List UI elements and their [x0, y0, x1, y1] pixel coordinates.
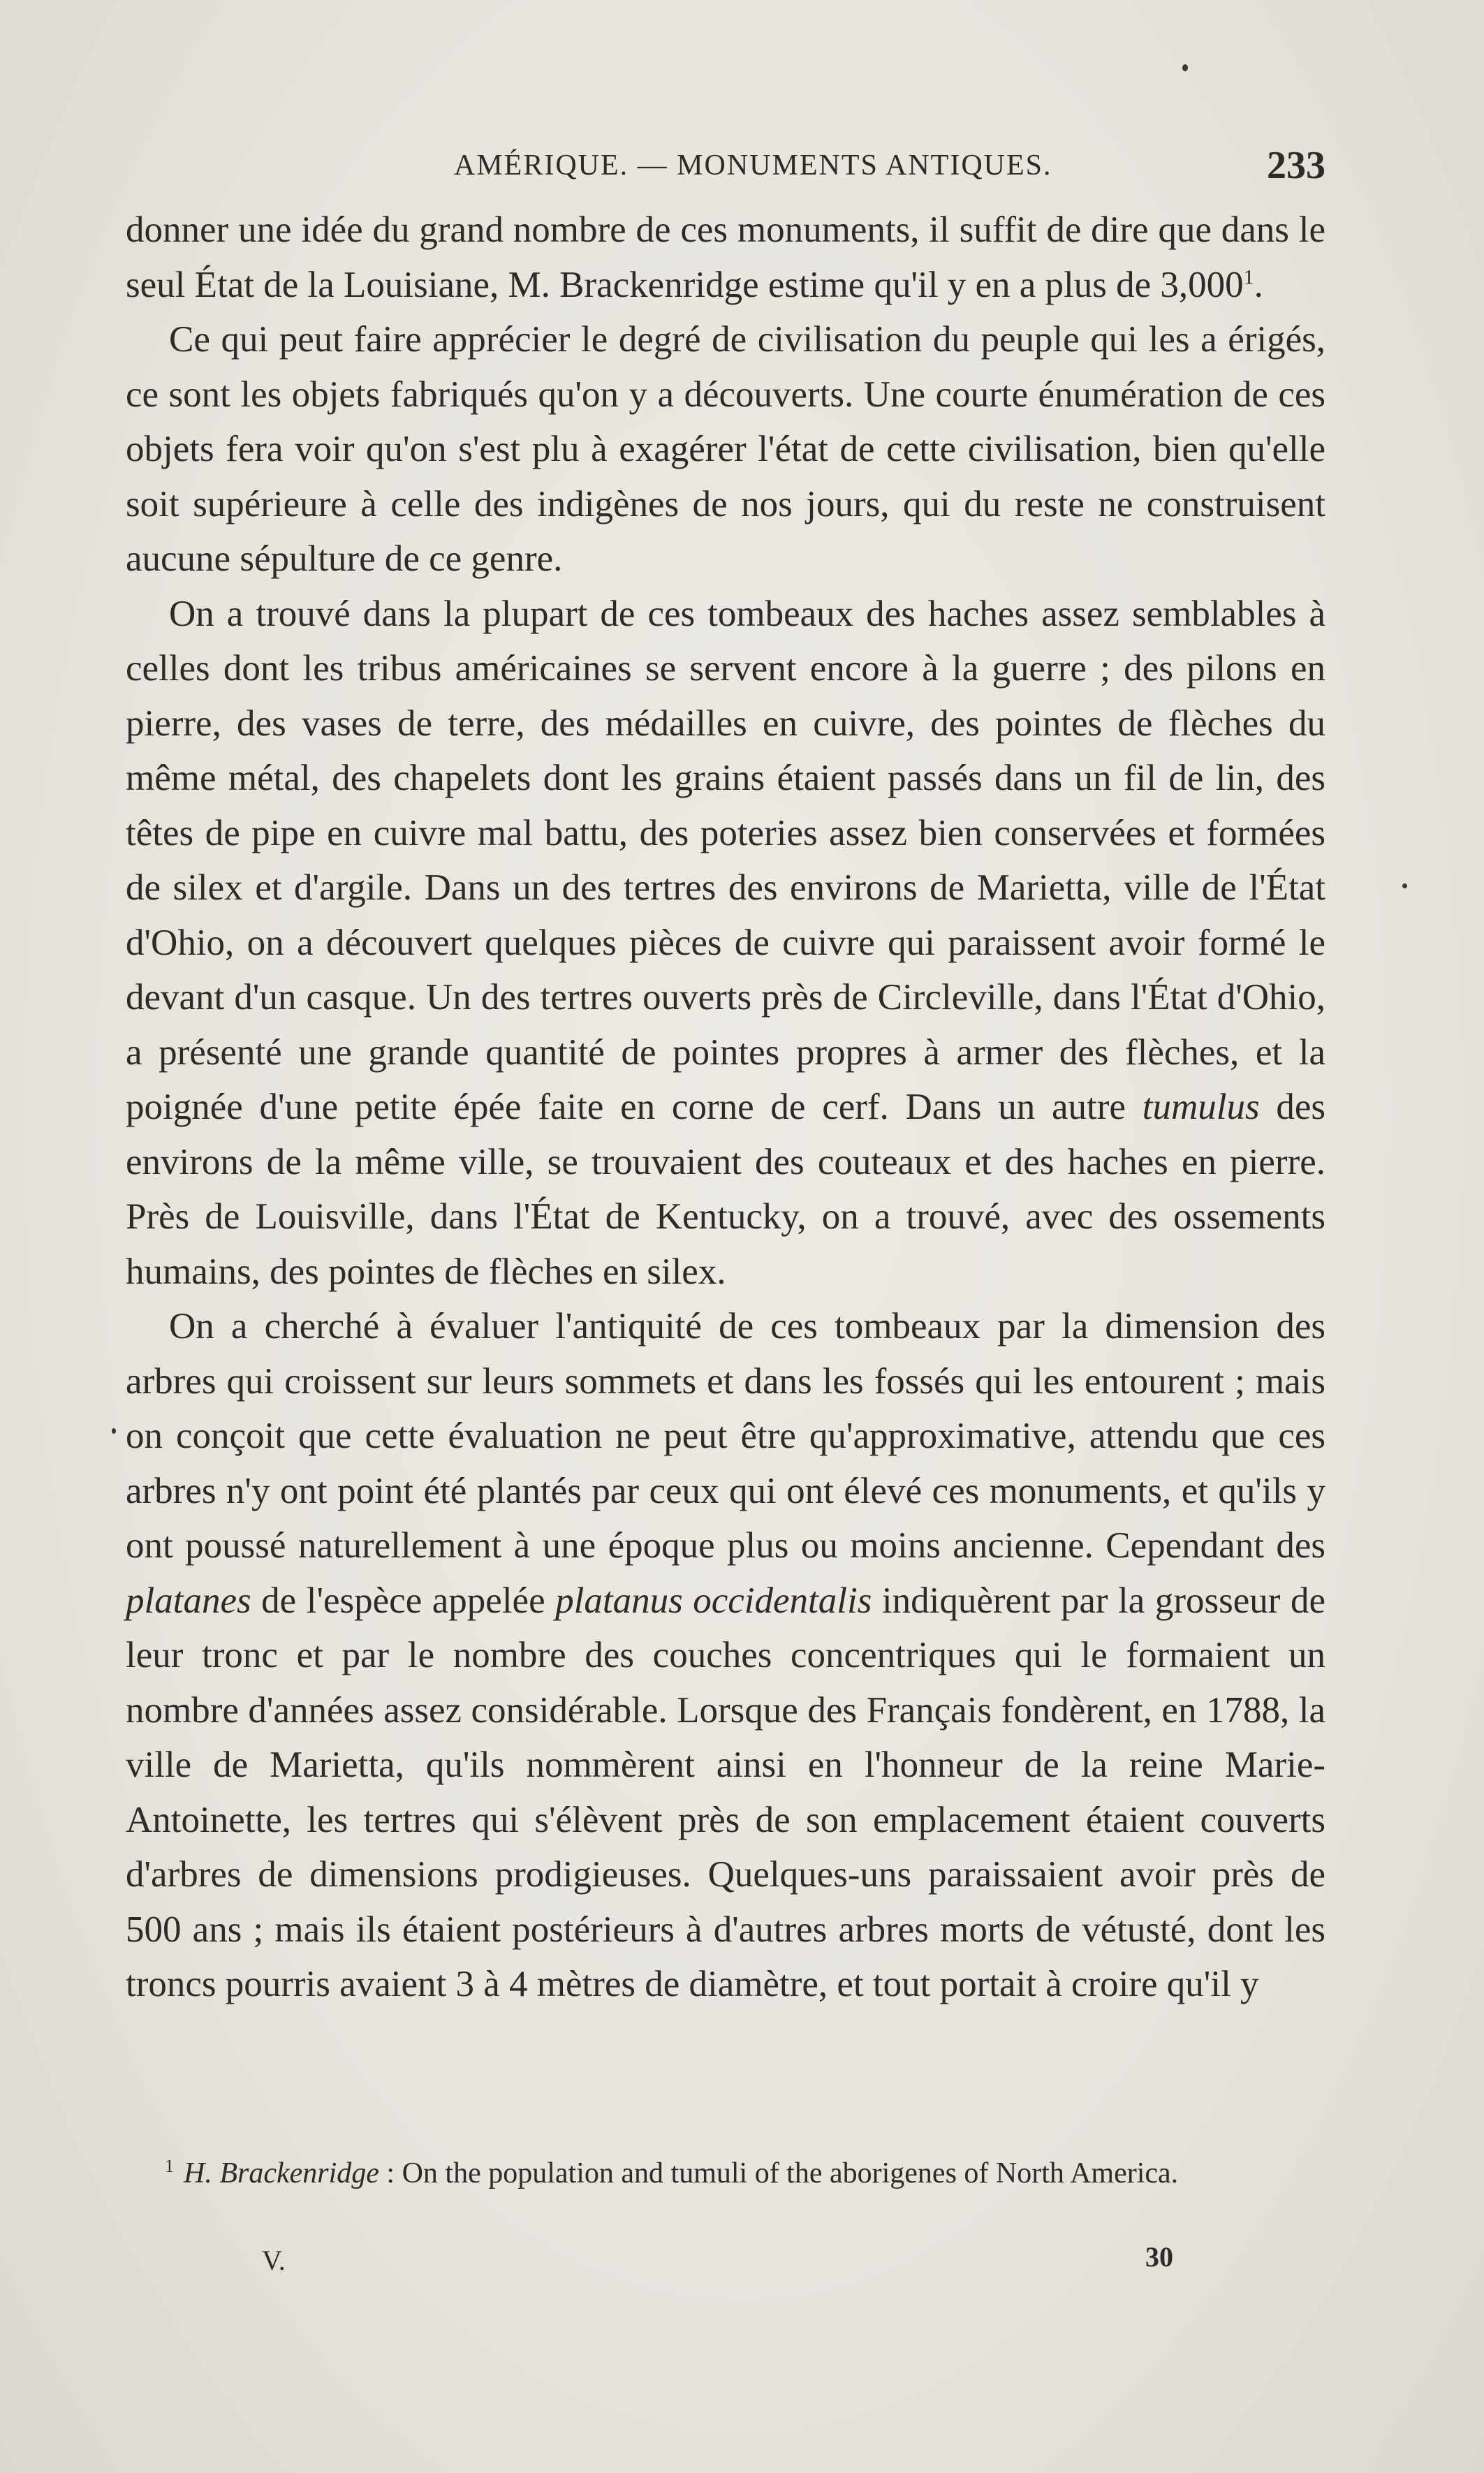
main-text — [126, 203, 1325, 2012]
footnote-author: H. Brackenridge — [184, 2157, 379, 2189]
paragraph — [126, 1299, 1325, 2012]
paragraph-text: donner une idée du grand nombre de ces monuments, il suffit de dire que dans le seul État de la Louisiane, M. Brackenridge estime qu'il y en a plus de 3,000 — [126, 210, 1325, 305]
paragraph-text: Ce qui peut faire apprécier le degré de civilisation du peuple qui les a érigés, ce sont les objets fabriqués qu'on y a découverts. Une courte énumération de ces objets fera voir qu'on s'est plu à exagérer l'état de cette civilisation, bien qu'elle soit supérieure à celle des indigènes de nos jours, qui du reste ne construisent aucune sépulture de ce genre. — [126, 319, 1325, 579]
footnote-text: : On the population and tumuli of the aborigenes of North America. — [386, 2157, 1179, 2189]
paragraph-text: indiquèrent par la grosseur de leur tronc et par le nombre des couches concentriques qui le formaient un nombre d'années assez considérable. Lorsque des Français fondèrent, en 1788, la ville de Marietta, qu'ils nommèrent ainsi en l'honneur de la reine Marie-Antoinette, les tertres qui s'élèvent près de son emplacement étaient couverts d'arbres de dimensions prodigieuses. Quelques-uns paraissaient avoir près de 500 ans ; mais ils étaient postérieurs à d'autres arbres morts de vétusté, dont les troncs pourris avaient 3 à 4 mètres de diamètre, et tout portait à croire qu'il y — [126, 1580, 1325, 2004]
paragraph-text: On a cherché à évaluer l'antiquité de ces tombeaux par la dimension des arbres qui croissent sur leurs sommets et dans les fossés qui les entourent ; mais on conçoit que cette évaluation ne peut être qu'approximative, attendu que ces arbres n'y ont point été plantés par ceux qui ont élevé ces monuments, et qu'ils y ont poussé naturellement à une époque plus ou moins ancienne. Cependant des — [126, 1306, 1325, 1566]
paragraph-text: de l'espèce appelée — [261, 1580, 545, 1621]
paragraph-text: On a trouvé dans la plupart de ces tombeaux des haches assez semblables à celles dont les tribus américaines se servent encore à la guerre ; des pilons en pierre, des vases de terre, des médailles en cuivre, des pointes de flèches du même métal, des chapelets dont les grains étaient passés dans un fil de lin, des têtes de pipe en cuivre mal battu, des poteries assez bien conservées et formées de silex et d'argile. Dans un des tertres des environs de Marietta, ville de l'État d'Ohio, on a découvert quelques pièces de cuivre qui paraissent avoir formé le devant d'un casque. Un des tertres ouverts près de Circleville, dans l'État d'Ohio, a présenté une grande quantité de pointes propres à armer des flèches, et la poignée d'une petite épée faite en corne de cerf. Dans un autre — [126, 593, 1325, 1127]
paragraph — [126, 312, 1325, 587]
footnote — [126, 2155, 1325, 2193]
paragraph-text: . — [1254, 264, 1263, 305]
ink-speck — [1402, 883, 1407, 888]
italic-term: platanes — [126, 1580, 251, 1621]
italic-term: platanus occidentalis — [555, 1580, 872, 1621]
page-header — [126, 143, 1325, 192]
paragraph-text: des environs de la même ville, se trouvaient des couteaux et des haches en pierre. Près de Louisville, dans l'État de Kentucky, on a trouvé, avec des ossements humains, des pointes de flèches en silex. — [126, 1087, 1326, 1292]
page-number: 233 — [1267, 144, 1325, 187]
footnote-mark: 1 — [165, 2156, 174, 2176]
footnote-reference: 1 — [1243, 265, 1254, 288]
ink-speck — [1182, 64, 1188, 71]
paragraph — [126, 203, 1325, 312]
ink-speck — [112, 1428, 116, 1434]
italic-term: tumulus — [1142, 1087, 1260, 1127]
sheet-number: 30 — [1145, 2241, 1173, 2273]
running-head: AMÉRIQUE. — MONUMENTS ANTIQUES. — [454, 149, 1052, 182]
paragraph — [126, 587, 1325, 1300]
signature-mark: V. — [262, 2245, 286, 2276]
